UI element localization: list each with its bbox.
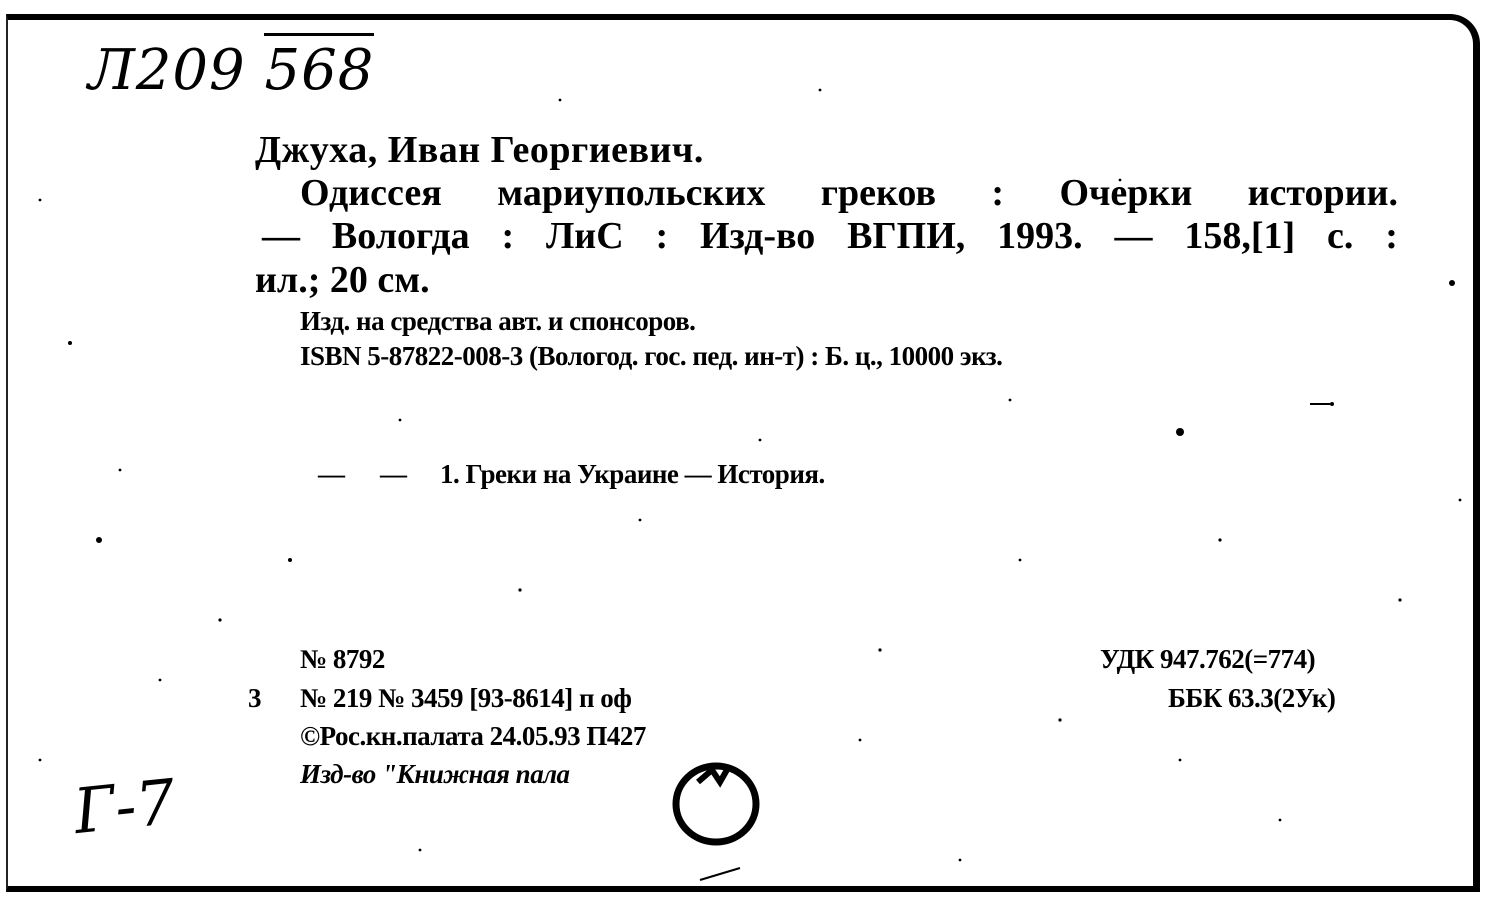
title-line-2 (262, 214, 1398, 258)
title-line-2-word: Изд-во (700, 215, 816, 257)
title-line-1-word: : (991, 172, 1005, 214)
subject-dash-1: — (318, 459, 345, 489)
title-line-1-word: Очерки (1059, 172, 1193, 214)
author-heading: Джуха, Иван Георгиевич. (255, 129, 704, 171)
title-line-2-word: — (262, 215, 300, 257)
title-line-3: ил.; 20 см. (255, 259, 430, 301)
title-line-1-word: Одиссея (300, 172, 442, 214)
title-line-2-word: : (501, 215, 515, 257)
subject-headings: 1. Греки на Украине — История. (440, 459, 825, 489)
title-line-2-word: : (1385, 215, 1398, 257)
title-line-2-word: 158,[1] (1184, 215, 1296, 257)
bbk-code: ББК 63.3(2Ук) (1168, 683, 1336, 713)
copyright-line: ©Рос.кн.палата 24.05.93 П427 (300, 721, 646, 751)
copies-count: 3 (248, 683, 261, 713)
title-line-2-word: 1993. (997, 215, 1083, 257)
title-line-2-word: — (1114, 215, 1153, 257)
title-line-2-word: ЛиС (545, 215, 624, 257)
call-number-suffix: 568 (264, 33, 374, 103)
publication-note: Изд. на средства авт. и спонсоров. (300, 306, 696, 336)
handwritten-shelf-mark: Г-7 (70, 764, 179, 849)
handwritten-call-number (88, 38, 374, 103)
subject-dash-2: — (380, 459, 407, 489)
isbn-line: ISBN 5-87822-008-3 (Вологод. гос. пед. ин-т) : Б. ц., 10000 экз. (300, 341, 1003, 371)
title-line-2-word: ВГПИ, (847, 215, 966, 257)
punch-hole-mark (668, 752, 764, 848)
title-line-2-word: : (655, 215, 669, 257)
title-line-1 (300, 171, 1398, 215)
title-line-2-word: Вологда (331, 215, 470, 257)
card-number: № 8792 (300, 644, 385, 674)
title-line-1-word: мариупольских (497, 172, 766, 214)
call-number-prefix: Л209 (88, 38, 246, 103)
title-line-2-word: с. (1327, 215, 1354, 257)
publisher-line: Изд-во "Книжная пала (300, 759, 570, 789)
registration-numbers: № 219 № 3459 [93-8614] п оф (300, 683, 632, 713)
title-line-1-word: греков (820, 172, 936, 214)
udk-code: УДК 947.762(=774) (1100, 644, 1316, 674)
title-line-1-word: истории. (1247, 172, 1398, 214)
